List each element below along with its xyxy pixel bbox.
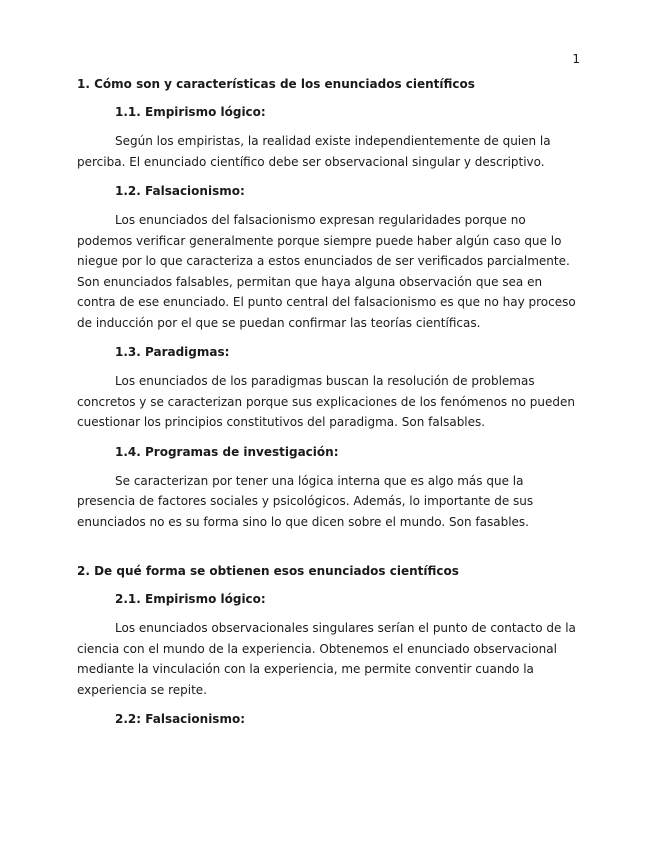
page-number: 1 <box>572 52 580 66</box>
subsection-heading-1-1: 1.1. Empirismo lógico: <box>115 105 266 119</box>
paragraph-1-1: Según los empiristas, la realidad existe independientemente de quien la perciba. El enunciado científico debe ser observacional singular y descriptivo. <box>77 134 551 169</box>
paragraph-2-1: Los enunciados observacionales singulares serían el punto de contacto de la ciencia con el mundo de la experiencia. Obtenemos el enunciado observacional mediante la vinculación con la experiencia, me permite conventir cuando la experiencia se repite. <box>77 621 576 697</box>
section-heading-1: 1. Cómo son y características de los enunciados científicos <box>77 77 475 91</box>
paragraph-1-4: Se caracterizan por tener una lógica interna que es algo más que la presencia de factores sociales y psicológicos. Además, lo importante de sus enunciados no es su forma sino lo que dicen sobre el mundo. Son fasables. <box>77 473 534 529</box>
subsection-heading-2-1: 2.1. Empirismo lógico: <box>115 592 266 606</box>
document-body <box>77 74 578 729</box>
subsection-heading-2-2: 2.2: Falsacionismo: <box>115 712 245 726</box>
subsection-heading-1-4: 1.4. Programas de investigación: <box>115 444 339 459</box>
section-heading-2: 2. De qué forma se obtienen esos enunciados científicos <box>77 564 459 578</box>
paragraph-1-2: Los enunciados del falsacionismo expresan regularidades porque no podemos verificar generalmente porque siempre puede haber algún caso que lo niegue por lo que caracteriza a estos enunciados de ser verificados parcialmente. Son enunciados falsables, permitan que haya alguna observación que sea en contra de ese enunciado. El punto central del falsacionismo es que no hay proceso de inducción por el que se puedan confirmar las teorías científicas. <box>77 213 576 330</box>
paragraph-1-3: Los enunciados de los paradigmas buscan la resolución de problemas concretos y se caracterizan porque sus explicaciones de los fenómenos no pueden cuestionar los principios constitutivos del paradigma. Son falsables. <box>77 374 575 429</box>
subsection-heading-1-3: 1.3. Paradigmas: <box>115 345 230 359</box>
subsection-heading-1-2: 1.2. Falsacionismo: <box>115 184 245 198</box>
